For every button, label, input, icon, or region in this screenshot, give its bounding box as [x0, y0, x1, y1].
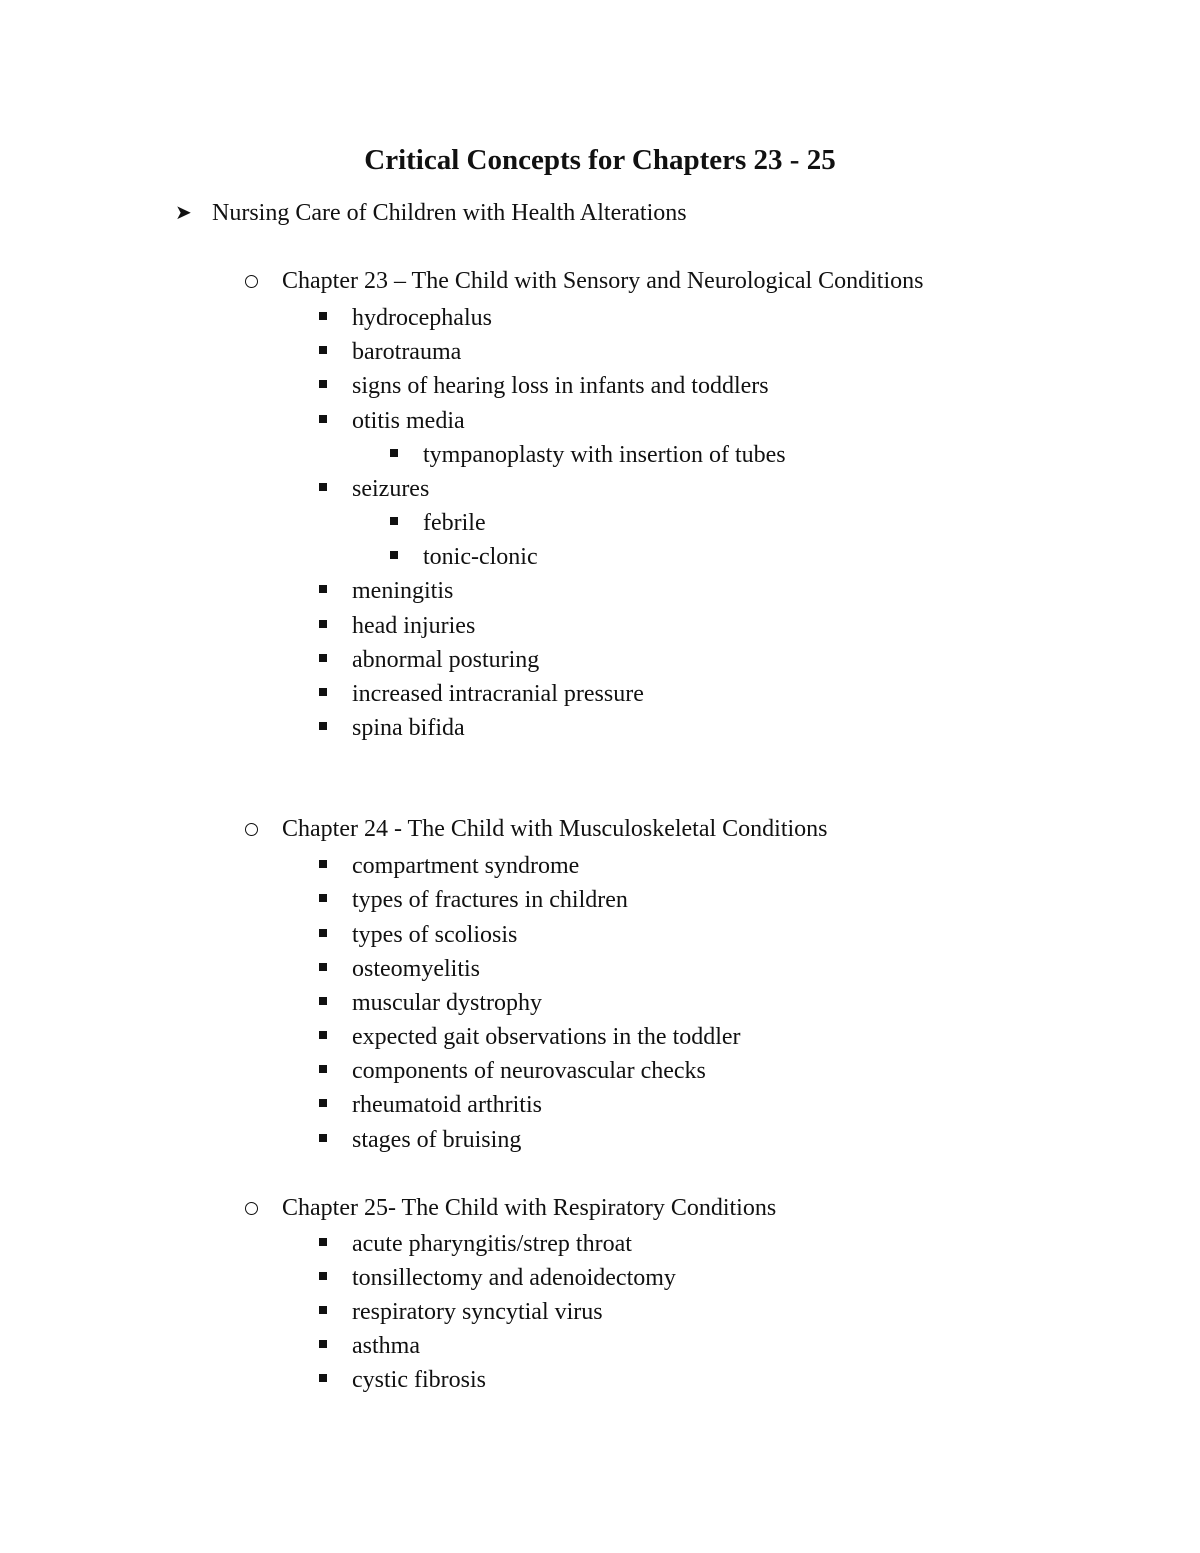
square-bullet-icon — [319, 654, 327, 662]
chapter-heading — [245, 813, 828, 845]
square-bullet-icon — [319, 312, 327, 320]
list-item-text: increased intracranial pressure — [352, 681, 644, 707]
list-item — [319, 953, 480, 985]
square-bullet-icon — [319, 415, 327, 423]
square-bullet-icon — [319, 1099, 327, 1107]
square-bullet-icon — [319, 1238, 327, 1246]
square-bullet-icon — [319, 1065, 327, 1073]
list-item-text: types of scoliosis — [352, 922, 518, 948]
list-item-text: hydrocephalus — [352, 305, 492, 331]
square-bullet-icon — [319, 620, 327, 628]
list-item — [319, 1089, 542, 1121]
sub-list-item-text: febrile — [423, 510, 486, 536]
sub-list-item — [390, 507, 486, 539]
circle-bullet-icon — [245, 1202, 258, 1215]
square-bullet-icon — [319, 894, 327, 902]
chapter-label: Chapter 24 - The Child with Musculoskeletal Conditions — [282, 816, 828, 842]
list-item-text: types of fractures in children — [352, 887, 628, 913]
list-item — [319, 678, 644, 710]
list-item — [319, 987, 542, 1019]
section-heading — [175, 197, 687, 229]
list-item — [319, 644, 539, 676]
list-item — [319, 1124, 521, 1156]
list-item — [319, 336, 461, 368]
section-heading-text: Nursing Care of Children with Health Alterations — [212, 200, 687, 226]
list-item-text: osteomyelitis — [352, 956, 480, 982]
list-item-text: asthma — [352, 1333, 420, 1359]
square-bullet-icon — [319, 688, 327, 696]
square-bullet-icon — [319, 1306, 327, 1314]
list-item — [319, 1021, 741, 1053]
sub-list-item-text: tympanoplasty with insertion of tubes — [423, 442, 786, 468]
list-item-text: respiratory syncytial virus — [352, 1299, 603, 1325]
circle-bullet-icon — [245, 275, 258, 288]
sub-list-item — [390, 439, 786, 471]
list-item-text: compartment syndrome — [352, 853, 580, 879]
square-bullet-icon — [319, 722, 327, 730]
square-bullet-icon — [390, 551, 398, 559]
sub-list-item — [390, 541, 538, 573]
list-item-text: signs of hearing loss in infants and toddlers — [352, 373, 769, 399]
square-bullet-icon — [390, 517, 398, 525]
square-bullet-icon — [319, 483, 327, 491]
list-item-text: stages of bruising — [352, 1127, 522, 1153]
list-item-text: muscular dystrophy — [352, 990, 542, 1016]
square-bullet-icon — [319, 1340, 327, 1348]
list-item-text: seizures — [352, 476, 430, 502]
list-item — [319, 302, 492, 334]
square-bullet-icon — [319, 1272, 327, 1280]
chapter-heading — [245, 1192, 776, 1224]
list-item-text: rheumatoid arthritis — [352, 1092, 542, 1118]
chapter-label: Chapter 25- The Child with Respiratory Conditions — [282, 1195, 777, 1221]
list-item — [319, 1262, 676, 1294]
list-item — [319, 610, 475, 642]
list-item-text: tonsillectomy and adenoidectomy — [352, 1265, 676, 1291]
list-item-text: components of neurovascular checks — [352, 1058, 706, 1084]
list-item-text: abnormal posturing — [352, 647, 540, 673]
list-item-text: barotrauma — [352, 339, 462, 365]
square-bullet-icon — [390, 449, 398, 457]
square-bullet-icon — [319, 1134, 327, 1142]
list-item — [319, 473, 429, 505]
list-item — [319, 370, 769, 402]
list-item-text: spina bifida — [352, 715, 465, 741]
square-bullet-icon — [319, 380, 327, 388]
chapter-heading — [245, 265, 923, 297]
list-item — [319, 575, 453, 607]
list-item — [319, 1296, 603, 1328]
list-item — [319, 712, 465, 744]
list-item-text: cystic fibrosis — [352, 1367, 486, 1393]
square-bullet-icon — [319, 1374, 327, 1382]
list-item-text: otitis media — [352, 408, 465, 434]
square-bullet-icon — [319, 860, 327, 868]
square-bullet-icon — [319, 997, 327, 1005]
page-title: Critical Concepts for Chapters 23 - 25 — [364, 144, 836, 176]
list-item-text: meningitis — [352, 578, 454, 604]
list-item — [319, 884, 628, 916]
list-item — [319, 405, 465, 437]
square-bullet-icon — [319, 1031, 327, 1039]
list-item-text: acute pharyngitis/strep throat — [352, 1231, 632, 1257]
square-bullet-icon — [319, 963, 327, 971]
list-item — [319, 1364, 486, 1396]
chapter-label: Chapter 23 – The Child with Sensory and Neurological Conditions — [282, 268, 924, 294]
list-item — [319, 919, 517, 951]
square-bullet-icon — [319, 585, 327, 593]
list-item — [319, 850, 579, 882]
arrow-bullet-icon: ➤ — [175, 202, 192, 224]
square-bullet-icon — [319, 929, 327, 937]
circle-bullet-icon — [245, 823, 258, 836]
square-bullet-icon — [319, 346, 327, 354]
list-item — [319, 1055, 706, 1087]
list-item — [319, 1228, 632, 1260]
list-item-text: expected gait observations in the toddler — [352, 1024, 741, 1050]
list-item — [319, 1330, 420, 1362]
list-item-text: head injuries — [352, 613, 476, 639]
sub-list-item-text: tonic-clonic — [423, 544, 538, 570]
